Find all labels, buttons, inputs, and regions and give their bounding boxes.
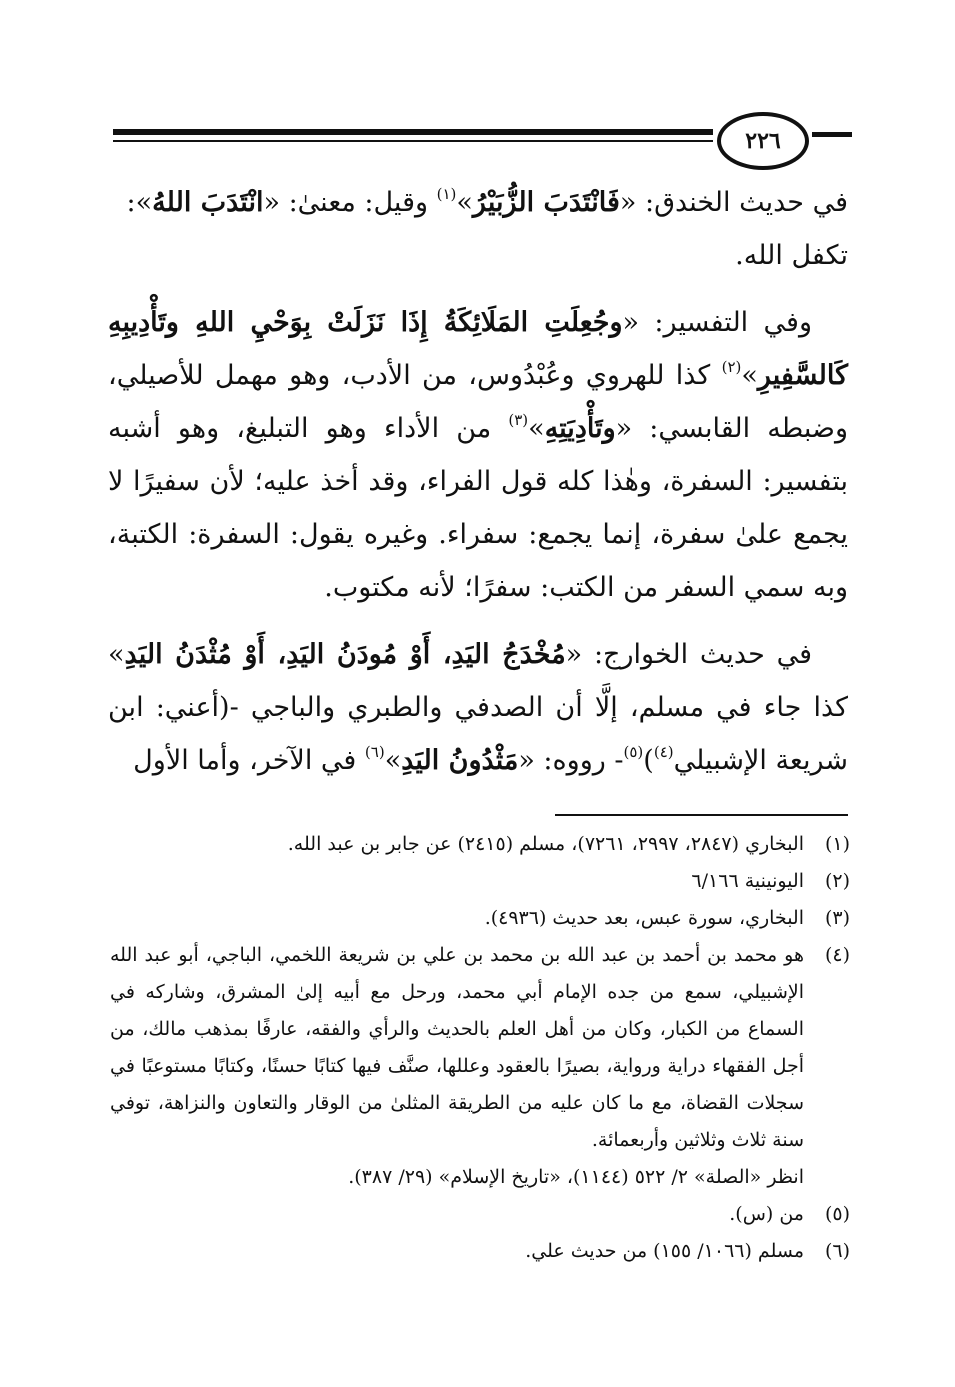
footnote-3	[110, 900, 850, 937]
text-run: )	[643, 745, 654, 776]
footnote-text: من (س).	[729, 1203, 804, 1225]
text-run: كذا للهروي وعُبْدُوس، من الأدب، وهو مهمل للأصيلي، وضبطه القابسي: «	[108, 360, 848, 444]
hadith-quote: انْتَدَبَ اللهُ	[152, 187, 264, 218]
text-run: في حديث الخندق: «	[619, 187, 848, 218]
variant-reading: وتَأْدِيَتِهِ	[544, 413, 616, 444]
footnote-separator	[555, 814, 848, 816]
text-run: »	[384, 745, 402, 776]
footnote-2	[110, 863, 850, 900]
text-run: وقيل: معنىٰ: «	[263, 187, 437, 218]
footnote-text: البخاري، سورة عبس، بعد حديث (٤٩٣٦).	[484, 907, 804, 929]
footnote-number: (٣)	[824, 907, 850, 929]
footnote-4	[110, 937, 850, 1196]
footnote-number: (٥)	[824, 1203, 850, 1225]
footnote-ref: (٦)	[364, 743, 385, 761]
header-rule-thin	[113, 140, 713, 142]
footnote-number: (٤)	[824, 944, 850, 966]
hadith-quote: مُخْدَجُ اليَدِ، أَوْ مُودَنُ اليَدِ، أَوْ مُثْدَنُ اليَدِ	[124, 639, 566, 670]
footnote-ref: (٣)	[508, 411, 529, 429]
footnote-ref: (٢)	[721, 358, 742, 376]
text-run: في حديث الخوارج: «	[565, 639, 812, 670]
hadith-quote: فَانْتَدَبَ الزُّبَيْرُ	[472, 187, 620, 218]
text-run: »	[528, 413, 545, 444]
page-number: ٢٢٦	[717, 112, 809, 170]
header-rule-thick	[113, 129, 713, 135]
text-run: من الأداء وهو التبليغ، وهو أشبه بتفسير: السفرة، وهٰذا كله قول الفراء، وقد أخذ عليه؛ لأن سفيرًا لا يجمع علىٰ سفرة، إنما يجمع: سفراء. وغيره يقول: السفرة: الكتبة، وبه سمي السفر من الكتب: سفرًا؛ لأنه مكتوب.	[108, 413, 848, 603]
main-text	[108, 176, 848, 787]
footnotes	[110, 826, 850, 1270]
text-run: في الآخر، وأما الأول	[133, 745, 365, 776]
footnote-number: (٢)	[824, 870, 850, 892]
header-rule-short	[812, 132, 852, 137]
footnote-ref: (٤)	[653, 743, 674, 761]
paragraph-khawarij	[108, 628, 848, 787]
page-header	[0, 112, 955, 182]
footnote-number: (١)	[824, 833, 850, 855]
text-run: »:	[126, 187, 153, 218]
text-run: » كذا جاء في مسلم، إلَّا أن الصدفي والطبري والباجي -(أعني: ابن شريعة الإشبيلي	[108, 639, 848, 776]
footnote-text: البخاري (٢٨٤٧، ٢٩٩٧، ٧٢٦١)، مسلم (٢٤١٥) عن جابر بن عبد الله.	[287, 833, 804, 855]
footnote-ref: (٥)	[623, 743, 644, 761]
footnote-number: (٦)	[824, 1240, 850, 1262]
footnote-text: اليونينية ٦/١٦٦	[691, 870, 804, 892]
text-run: »	[456, 187, 473, 218]
footnote-text: هو محمد بن أحمد بن عبد الله بن محمد بن علي بن شريعة اللخمي، الباجي، أبو عبد الله الإشبيلي، سمع من جده الإمام أبي محمد، ورحل مع أبيه إلىٰ المشرق، وشاركه في السماع من الكبار، وكان من أهل العلم بالحديث والرأي والفقه، عارفًا بمذهب مالك، من أجل الفقهاء دراية ورواية، بصيرًا بالعقود وعللها، صنَّف فيها كتابًا حسنًا، وكتابًا مستوعبًا في سجلات القضاة، مع ما كان عليه من الطريقة المثلىٰ من الوقار والتعاون والنزاهة، توفي سنة ثلاث وثلاثين وأربعمائة.	[110, 944, 804, 1151]
footnote-1	[110, 826, 850, 863]
footnote-text: مسلم (١٠٦٦/ ١٥٥) من حديث علي.	[525, 1240, 804, 1262]
paragraph-tafsir	[108, 296, 848, 614]
text-run: - رووه: «	[518, 745, 624, 776]
quran-quote: وجُعِلَتِ المَلَائِكَةُ إِذَا نَزَلَتْ بِوَحْيِ اللهِ وتَأْدِيبِهِ كَالسَّفِيرِ	[108, 307, 848, 391]
text-run: »	[741, 360, 758, 391]
footnote-reference: انظر «الصلة» ٢/ ٥٢٢ (١١٤٤)، «تاريخ الإسلام» (٢٩/ ٣٨٧).	[348, 1166, 804, 1188]
footnote-5	[110, 1196, 850, 1233]
hadith-quote: مَثْدُونُ اليَدِ	[401, 745, 519, 776]
footnote-6	[110, 1233, 850, 1270]
paragraph-khandaq	[108, 176, 848, 282]
text-run: وفي التفسير: «	[622, 307, 812, 338]
footnote-ref: (١)	[436, 185, 457, 203]
text-run: تكفل الله.	[735, 240, 848, 271]
